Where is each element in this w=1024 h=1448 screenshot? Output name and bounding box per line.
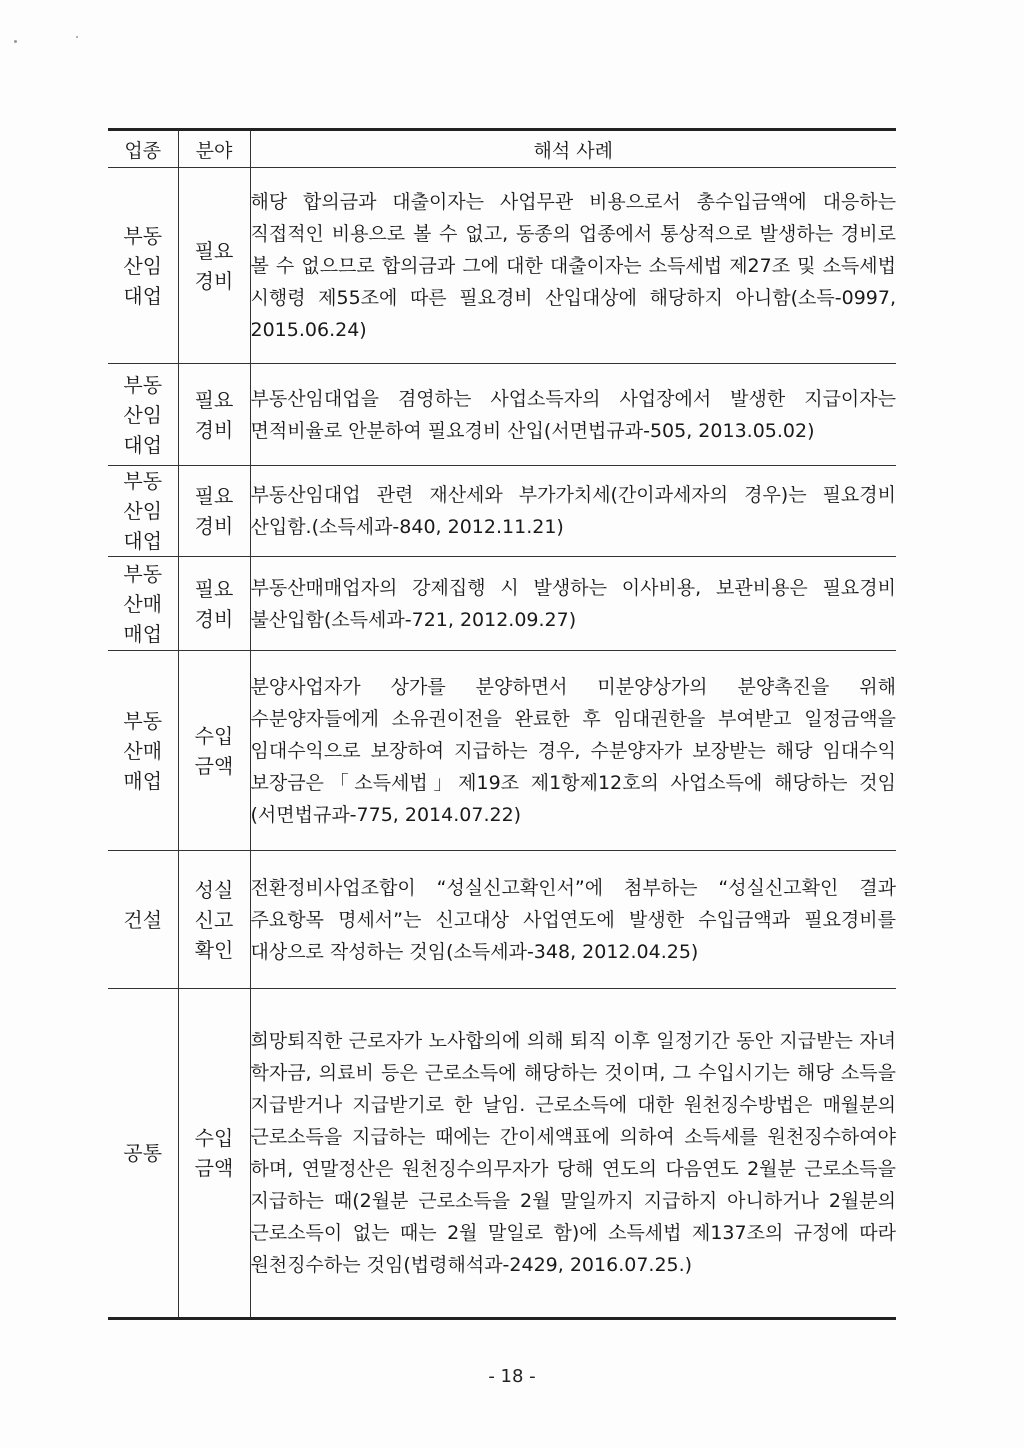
case-text-cell: 희망퇴직한 근로자가 노사합의에 의해 퇴직 이후 일정기간 동안 지급받는 자녀 학자금, 의료비 등은 근로소득에 해당하는 것이며, 그 수입시기는 해당 소득을 지급받거나 지급받기로 한 날임. 근로소득에 대한 원천징수방법은 매월분의 근로소득을 지급하는 때에는 간이세액표에 의하여 소득세를 원천징수하여야 하며, 연말정산은 원천징수의무자가 당해 연도의 다음연도 2월분 근로소득을 지급하는 때(2월분 근로소득을 2월 말일까지 지급하지 아니하거나 2월분의 근로소득이 없는 때는 2월 말일로 함)에 소득세법 제137조의 규정에 따라 원천징수하는 것임(법령해석과-2429, 2016.07.25.) (250, 989, 896, 1319)
case-text-cell: 부동산임대업을 겸영하는 사업소득자의 사업장에서 발생한 지급이자는 면적비율로 안분하여 필요경비 산입(서면법규과-505, 2013.05.02) (250, 364, 896, 466)
industry-cell: 건설 (108, 851, 178, 989)
table-row (108, 557, 896, 651)
industry-cell: 부동산임대업 (108, 466, 178, 557)
table-row (108, 989, 896, 1319)
table-row (108, 466, 896, 557)
industry-cell: 부동산임대업 (108, 168, 178, 364)
field-cell: 필요경비 (178, 168, 250, 364)
industry-cell: 부동산매매업 (108, 557, 178, 651)
case-text-cell: 분양사업자가 상가를 분양하면서 미분양상가의 분양촉진을 위해 수분양자들에게 소유권이전을 완료한 후 임대권한을 부여받고 일정금액을 임대수익으로 보장하여 지급하는 경우, 수분양자가 보장받는 해당 임대수익 보장금은「소득세법」제19조 제1항제12호의 사업소득에 해당하는 것임(서면법규과-775, 2014.07.22) (250, 651, 896, 851)
header-industry: 업종 (108, 130, 178, 168)
scan-speck (76, 36, 78, 38)
case-text-cell: 해당 합의금과 대출이자는 사업무관 비용으로서 총수입금액에 대응하는 직접적인 비용으로 볼 수 없고, 동종의 업종에서 통상적으로 발생하는 경비로 볼 수 없으므로 합의금과 그에 대한 대출이자는 소득세법 제27조 및 소득세법 시행령 제55조에 따른 필요경비 산입대상에 해당하지 아니함(소득-0997, 2015.06.24) (250, 168, 896, 364)
table-row (108, 364, 896, 466)
page-number: - 18 - (488, 1366, 536, 1387)
field-cell: 수입금액 (178, 989, 250, 1319)
field-cell: 필요경비 (178, 364, 250, 466)
interpretation-cases-table-wrap (108, 128, 896, 1320)
table-row (108, 168, 896, 364)
case-text-cell: 부동산임대업 관련 재산세와 부가가치세(간이과세자의 경우)는 필요경비 산입함.(소득세과-840, 2012.11.21) (250, 466, 896, 557)
field-cell: 필요경비 (178, 466, 250, 557)
industry-cell: 공통 (123, 1141, 163, 1165)
case-text-cell: 전환정비사업조합이 “성실신고확인서”에 첨부하는 “성실신고확인 결과 주요항목 명세서”는 신고대상 사업연도에 발생한 수입금액과 필요경비를 대상으로 작성하는 것임(소득세과-348, 2012.04.25) (250, 851, 896, 989)
header-case: 해석 사례 (250, 130, 896, 168)
table-row (108, 651, 896, 851)
field-cell: 필요경비 (178, 557, 250, 651)
table-row (108, 851, 896, 989)
table-header-row (108, 130, 896, 168)
industry-cell: 부동산매매업 (108, 651, 178, 851)
header-field: 분야 (178, 130, 250, 168)
field-cell: 성실신고확인 (178, 851, 250, 989)
field-cell: 수입금액 (178, 651, 250, 851)
industry-cell: 부동산임대업 (108, 364, 178, 466)
interpretation-cases-table (108, 128, 896, 1320)
scan-speck (14, 40, 17, 43)
case-text-cell: 부동산매매업자의 강제집행 시 발생하는 이사비용, 보관비용은 필요경비 불산입함(소득세과-721, 2012.09.27) (250, 557, 896, 651)
